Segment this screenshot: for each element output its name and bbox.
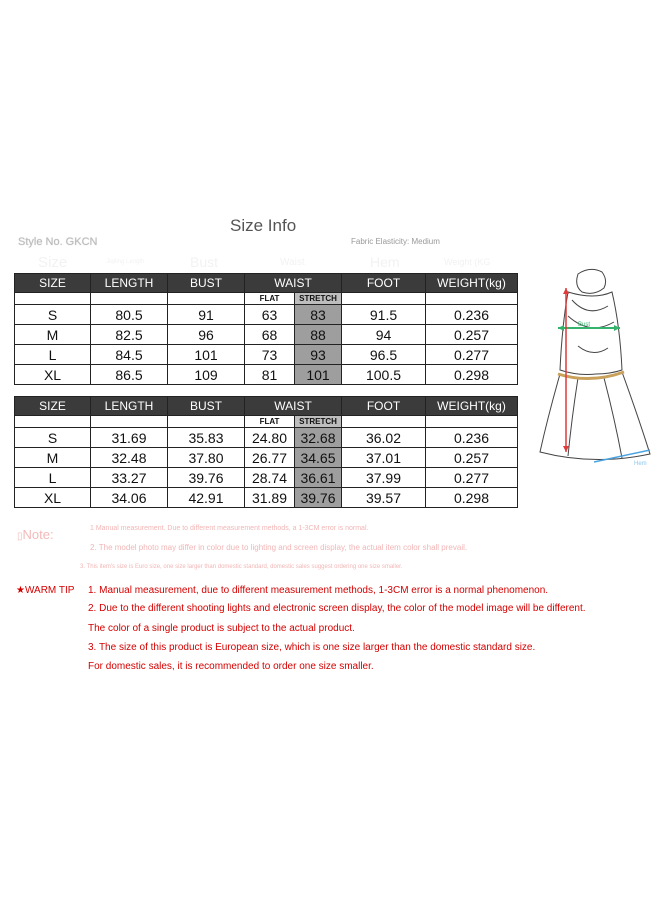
cell: 32.68 <box>295 428 342 448</box>
table-row <box>15 448 518 468</box>
cell: 80.5 <box>91 305 168 325</box>
cell: 31.89 <box>245 488 295 508</box>
sub-stretch: STRETCH <box>295 416 342 428</box>
cell: 63 <box>245 305 295 325</box>
header-foot: FOOT <box>342 274 426 293</box>
page-title: Size Info <box>230 216 297 235</box>
cell: 96 <box>168 325 245 345</box>
cell: 0.257 <box>426 325 518 345</box>
fabric-elasticity: Fabric Elasticity: Medium <box>351 237 440 246</box>
cell: XL <box>15 365 91 385</box>
cell: 36.02 <box>342 428 426 448</box>
ghost-length-label: Jiqiling Length <box>106 259 145 265</box>
header-size: SIZE <box>15 397 91 416</box>
cell: 42.91 <box>168 488 245 508</box>
cell: 31.69 <box>91 428 168 448</box>
warm-tip-line-3: The color of a single product is subject to the actual product. <box>88 623 355 634</box>
size-table-inch <box>14 396 518 508</box>
cell: 34.65 <box>295 448 342 468</box>
table-row <box>15 428 518 448</box>
dress-belt <box>558 372 624 379</box>
cell: 0.236 <box>426 428 518 448</box>
cell: 82.5 <box>91 325 168 345</box>
cell: S <box>15 428 91 448</box>
cell: L <box>15 345 91 365</box>
cell: 109 <box>168 365 245 385</box>
cell: 37.01 <box>342 448 426 468</box>
ghost-header-row <box>14 252 517 272</box>
note-line-1: 1 Manual measurement. Due to different measurement methods, a 1-3CM error is normal. <box>90 525 369 532</box>
cell: 93 <box>295 345 342 365</box>
ghost-waist-label: Waist <box>280 257 305 268</box>
cell: S <box>15 305 91 325</box>
cell: 73 <box>245 345 295 365</box>
cell: 37.99 <box>342 468 426 488</box>
cell: 24.80 <box>245 428 295 448</box>
cell: 100.5 <box>342 365 426 385</box>
cell: 39.76 <box>168 468 245 488</box>
sub-flat: FLAT <box>245 293 295 305</box>
table-row <box>15 305 518 325</box>
dress-measurement-figure <box>538 266 653 492</box>
dress-bodice <box>560 292 622 375</box>
note-heading: ▯Note: <box>17 527 54 542</box>
cell: XL <box>15 488 91 508</box>
warm-tip-line-4: 3. The size of this product is European size, which is one size larger than the domestic standard size. <box>88 642 536 653</box>
header-bust: BUST <box>168 397 245 416</box>
cell: 39.57 <box>342 488 426 508</box>
cell: 81 <box>245 365 295 385</box>
cell: 0.298 <box>426 365 518 385</box>
note-line-3: 3. This item's size is Euro size, one size larger than domestic standard, domestic sales suggest ordering one size smaller. <box>80 564 403 570</box>
cell: 101 <box>168 345 245 365</box>
cell: 96.5 <box>342 345 426 365</box>
note-box-icon: ▯ <box>17 531 23 542</box>
cell: 36.61 <box>295 468 342 488</box>
cell: 94 <box>342 325 426 345</box>
cell: 35.83 <box>168 428 245 448</box>
header-foot: FOOT <box>342 397 426 416</box>
warm-tip-line-2: 2. Due to the different shooting lights and electronic screen display, the color of the model image will be different. <box>88 603 586 614</box>
header-size: SIZE <box>15 274 91 293</box>
star-icon: ★ <box>16 585 25 596</box>
table-row <box>15 365 518 385</box>
header-weight: WEIGHT(kg) <box>426 274 518 293</box>
ghost-weight-label: Weight (KG <box>444 257 491 267</box>
header-length: LENGTH <box>91 274 168 293</box>
warm-tip-line-1: 1. Manual measurement, due to different measurement methods, 1-3CM error is a normal phenomenon. <box>88 585 549 596</box>
ghost-hem-label: Hem <box>370 254 400 270</box>
cell: 88 <box>295 325 342 345</box>
warm-tip-heading: ★WARM TIP <box>16 585 75 596</box>
warm-tip-line-5: For domestic sales, it is recommended to order one size smaller. <box>88 661 374 672</box>
bust-measure-label: Bust <box>578 322 591 328</box>
cell: 0.277 <box>426 345 518 365</box>
cell: 26.77 <box>245 448 295 468</box>
header-waist: WAIST <box>245 274 342 293</box>
cell: 0.298 <box>426 488 518 508</box>
cell: 0.257 <box>426 448 518 468</box>
cell: 39.76 <box>295 488 342 508</box>
table-row <box>15 325 518 345</box>
table-row <box>15 468 518 488</box>
sub-flat: FLAT <box>245 416 295 428</box>
cell: 34.06 <box>91 488 168 508</box>
style-number: Style No. GKCN <box>18 236 98 248</box>
header-length: LENGTH <box>91 397 168 416</box>
header-waist: WAIST <box>245 397 342 416</box>
table-row <box>15 345 518 365</box>
cell: 68 <box>245 325 295 345</box>
cell: 28.74 <box>245 468 295 488</box>
cell: L <box>15 468 91 488</box>
cell: 84.5 <box>91 345 168 365</box>
dress-neck <box>577 269 606 293</box>
ghost-bust-label: Bust <box>190 254 219 270</box>
size-table-cm <box>14 273 518 385</box>
hem-measure-label: Hem <box>634 461 647 467</box>
cell: M <box>15 325 91 345</box>
table-row <box>15 488 518 508</box>
cell: 101 <box>295 365 342 385</box>
cell: 91.5 <box>342 305 426 325</box>
sub-stretch: STRETCH <box>295 293 342 305</box>
header-bust: BUST <box>168 274 245 293</box>
cell: 33.27 <box>91 468 168 488</box>
cell: 37.80 <box>168 448 245 468</box>
header-weight: WEIGHT(kg) <box>426 397 518 416</box>
cell: 0.236 <box>426 305 518 325</box>
cell: 86.5 <box>91 365 168 385</box>
cell: 91 <box>168 305 245 325</box>
cell: 32.48 <box>91 448 168 468</box>
dress-skirt <box>540 372 650 460</box>
ghost-size-label: Size <box>38 254 68 271</box>
note-line-2: 2. The model photo may differ in color due to lighting and screen display, the actual item color shall prevail. <box>90 543 468 552</box>
cell: 83 <box>295 305 342 325</box>
cell: 0.277 <box>426 468 518 488</box>
cell: M <box>15 448 91 468</box>
